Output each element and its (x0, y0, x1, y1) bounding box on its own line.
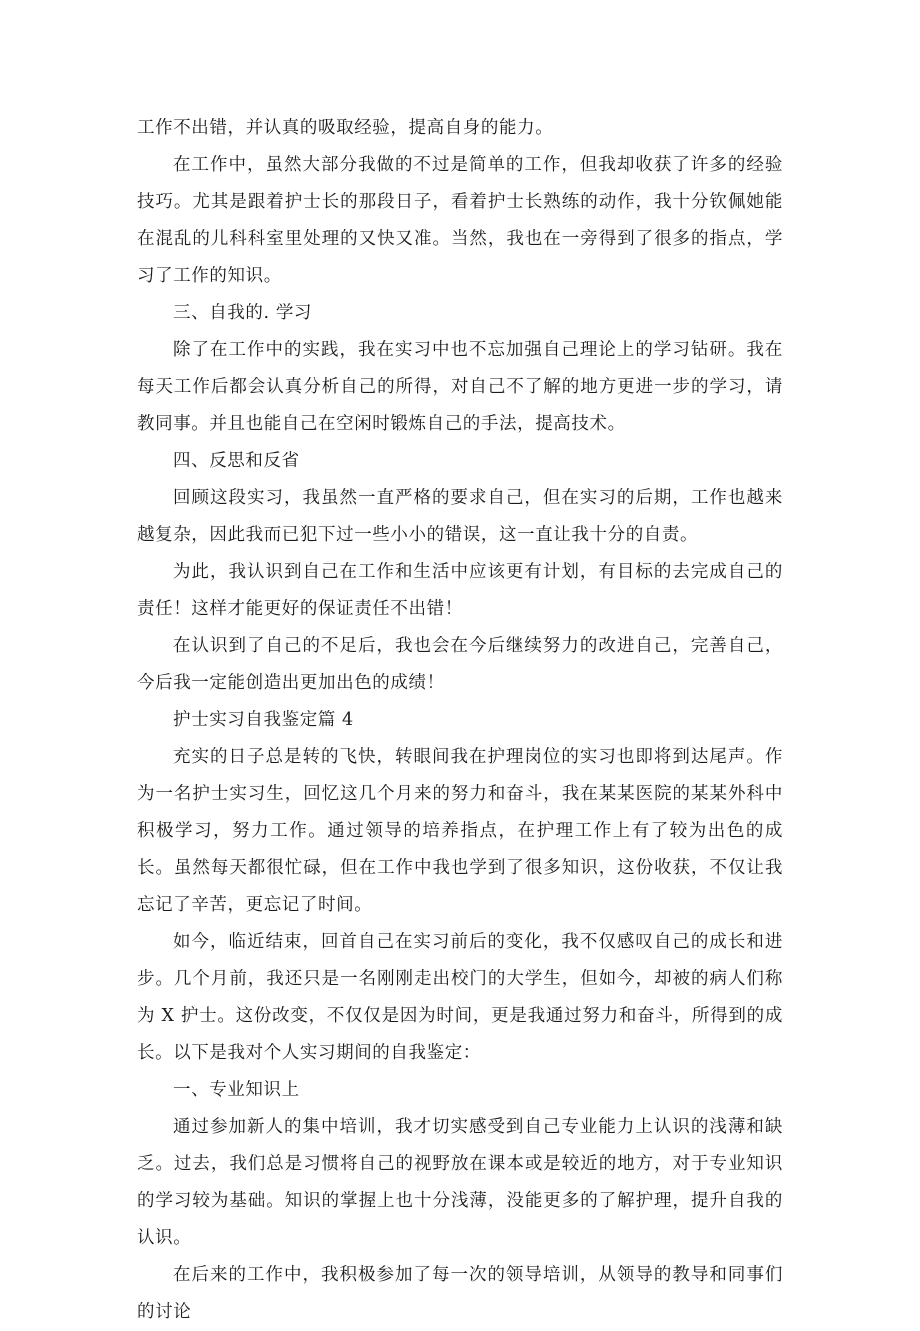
section-heading-professional-knowledge: 一、专业知识上 (173, 1080, 300, 1100)
article-title: 护士实习自我鉴定篇 4 (173, 710, 354, 730)
paragraph-reflection-3: 在认识到了自己的不足后，我也会在今后继续努力的改进自己，完善自己，今后我一定能创造出更加出色的成绩！ (137, 636, 783, 693)
paragraph-reflection-2: 为此，我认识到自己在工作和生活中应该更有计划，有目标的去完成自己的责任！这样才能更好的保证责任不出错！ (137, 562, 783, 619)
paragraph-reflection-1: 回顾这段实习，我虽然一直严格的要求自己，但在实习的后期，工作也越来越复杂，因此我而已犯下过一些小小的错误，这一直让我十分的自责。 (137, 488, 783, 545)
paragraph-later-work: 在后来的工作中，我积极参加了每一次的领导培训，从领导的教导和同事们的讨论 (137, 1265, 783, 1322)
section-heading-reflection: 四、反思和反省 (173, 451, 300, 471)
paragraph-change: 如今，临近结束，回首自己在实习前后的变化，我不仅感叹自己的成长和进步。几个月前，我还只是一名刚刚走出校门的大学生，但如今，却被的病人们称为 X 护士。这份改变，不仅仅是因为时间，更是我通过努力和奋斗，所得到的成长。以下是我对个人实习期间的自我鉴定： (137, 932, 783, 1063)
paragraph-continuation: 工作不出错，并认真的吸取经验，提高自身的能力。 (137, 118, 554, 138)
paragraph-self-study: 除了在工作中的实践，我在实习中也不忘加强自己理论上的学习钻研。我在每天工作后都会认真分析自己的所得，对自己不了解的地方更进一步的学习，请教同事。并且也能自己在空闲时锻炼自己的手法，提高技术。 (137, 340, 783, 434)
paragraph-intro: 充实的日子总是转的飞快，转眼间我在护理岗位的实习也即将到达尾声。作为一名护士实习生，回忆这几个月来的努力和奋斗，我在某某医院的某某外科中积极学习，努力工作。通过领导的培养指点，在护理工作上有了较为出色的成长。虽然每天都很忙碌，但在工作中我也学到了很多知识，这份收获，不仅让我忘记了辛苦，更忘记了时间。 (137, 747, 783, 915)
paragraph-training: 通过参加新人的集中培训，我才切实感受到自己专业能力上认识的浅薄和缺乏。过去，我们总是习惯将自己的视野放在课本或是较近的地方，对于专业知识的学习较为基础。知识的掌握上也十分浅薄，没能更多的了解护理，提升自我的认识。 (137, 1117, 783, 1248)
paragraph-work-experience: 在工作中，虽然大部分我做的不过是简单的工作，但我却收获了许多的经验技巧。尤其是跟着护士长的那段日子，看着护士长熟练的动作，我十分钦佩她能在混乱的儿科科室里处理的又快又准。当然，我也在一旁得到了很多的指点，学习了工作的知识。 (137, 155, 783, 286)
section-heading-self-study: 三、自我的. 学习 (173, 303, 313, 323)
document-page (137, 110, 783, 1331)
